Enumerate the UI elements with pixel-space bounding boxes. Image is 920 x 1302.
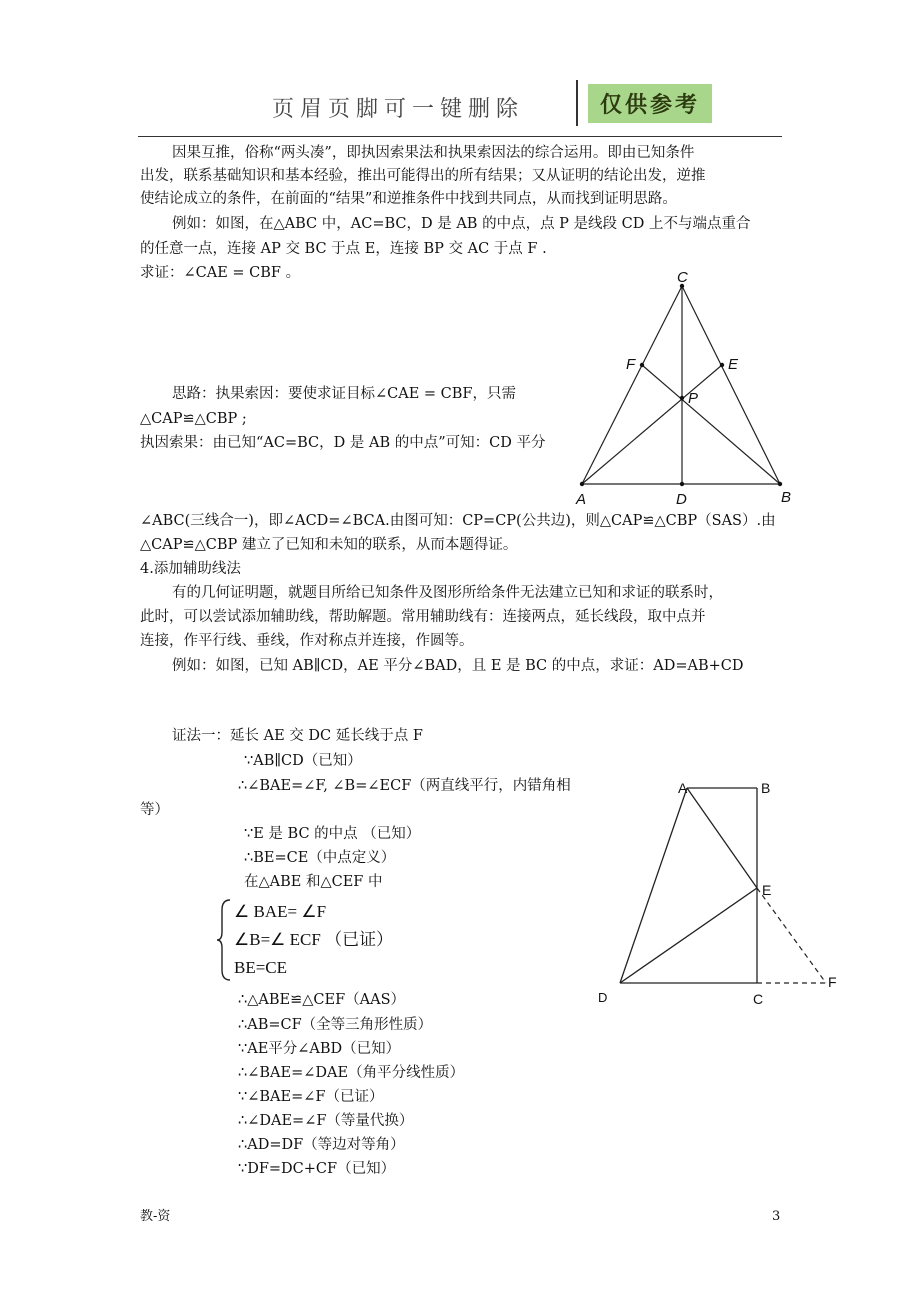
proof2-line-5: ∵∠BAE=∠F（已证） xyxy=(238,1089,384,1105)
fig2-label-a: A xyxy=(678,780,688,796)
header-rule xyxy=(138,136,782,137)
fig1-label-p: P xyxy=(688,390,699,407)
fig2-label-c: C xyxy=(753,991,764,1007)
proof2-line-7: ∴AD=DF（等边对等角） xyxy=(238,1137,405,1153)
idea-line-5: △CAP≌△CBP 建立了已知和未知的联系，从而本题得证。 xyxy=(140,537,518,553)
proof-line-6: ∴BE=CE（中点定义） xyxy=(244,850,396,866)
system-line-2: ∠B=∠ ECF （已证） xyxy=(234,930,394,949)
proof-line-5: ∵E 是 BC 的中点 （已知） xyxy=(244,826,421,842)
fig1-side-bc xyxy=(682,286,780,484)
proof-line-3: ∴∠BAE=∠F, ∠B=∠ECF（两直线平行，内错角相 xyxy=(238,778,571,794)
proof2-line-2: ∴AB=CF（全等三角形性质） xyxy=(238,1017,433,1033)
fig1-label-f: F xyxy=(626,356,636,373)
proof2-line-1: ∴△ABE≌△CEF（AAS） xyxy=(238,992,406,1008)
proof-line-7: 在△ABE 和△CEF 中 xyxy=(244,874,383,890)
fig1-label-c: C xyxy=(677,269,688,286)
example-1-line-3: 求证：∠CAE = CBF 。 xyxy=(140,265,301,281)
proof2-line-4: ∴∠BAE=∠DAE（角平分线性质） xyxy=(238,1065,465,1081)
fig1-label-a: A xyxy=(576,491,587,508)
footer-left: 教-资 xyxy=(140,1209,171,1224)
example-2: 例如：如图，已知 AB∥CD，AE 平分∠BAD，且 E 是 BC 的中点，求证：AD=AB+CD xyxy=(172,658,744,674)
fig2-label-f: F xyxy=(828,974,837,990)
figure-triangle-abc xyxy=(570,266,800,511)
fig1-side-ac xyxy=(582,286,682,484)
header-badge: 仅供参考 xyxy=(588,84,712,123)
para-1-line-2: 出发，联系基础知识和基本经验，推出可能得出的所有结果；又从证明的结论出发，逆推 xyxy=(140,168,706,184)
para-1-line-1: 因果互推，俗称“两头凑”，即执因索果法和执果索因法的综合运用。即由已知条件 xyxy=(172,145,695,161)
page-number: 3 xyxy=(772,1209,781,1224)
idea-line-4: ∠ABC(三线合一)，即∠ACD=∠BCA.由图可知：CP=CP(公共边)，则△CAP≌△CBP（SAS）.由 xyxy=(140,513,776,529)
proof-line-2: ∵AB∥CD（已知） xyxy=(244,753,362,769)
proof-line-1: 证法一：延长 AE 交 DC 延长线于点 F xyxy=(172,728,423,744)
proof2-line-3: ∵AE平分∠ABD（已知） xyxy=(238,1041,401,1057)
system-line-1: ∠ BAE= ∠F xyxy=(234,902,327,921)
fig1-label-e: E xyxy=(728,356,739,373)
header-title: 页眉页脚可一键删除 xyxy=(272,97,525,122)
fig2-label-e: E xyxy=(762,882,772,898)
example-1-line-1: 例如：如图，在△ABC 中，AC=BC，D 是 AB 的中点，点 P 是线段 CD 上不与端点重合 xyxy=(172,216,751,232)
fig2-segment-ae xyxy=(687,788,757,888)
fig2-segment-de xyxy=(620,888,757,983)
idea-line-1: 思路：执果索因：要使求证目标∠CAE = CBF，只需 xyxy=(172,386,516,402)
header-divider xyxy=(576,80,578,126)
fig2-label-d: D xyxy=(598,990,608,1005)
fig2-label-b: B xyxy=(761,780,771,796)
proof2-line-6: ∴∠DAE=∠F（等量代换） xyxy=(238,1113,414,1129)
fig2-side-ad xyxy=(620,788,687,983)
para-4-line-3: 连接，作平行线、垂线，作对称点并连接，作圆等。 xyxy=(140,633,474,649)
fig1-label-b: B xyxy=(781,489,792,506)
fig1-label-d: D xyxy=(676,491,687,508)
system-line-3: BE=CE xyxy=(234,958,288,977)
example-1-line-2: 的任意一点，连接 AP 交 BC 于点 E，连接 BP 交 AC 于点 F . xyxy=(140,241,547,257)
fig1-segment-bf xyxy=(642,365,780,484)
idea-line-3: 执因索果：由已知“AC=BC，D 是 AB 的中点”可知：CD 平分 xyxy=(140,435,546,451)
figure-trapezoid-abcd xyxy=(590,775,850,1015)
section-4-heading: 4.添加辅助线法 xyxy=(140,561,241,577)
para-4-line-1: 有的几何证明题，就题目所给已知条件及图形所给条件无法建立已知和求证的联系时， xyxy=(172,585,723,601)
idea-line-2: △CAP≌△CBP ; xyxy=(140,411,247,427)
fig2-segment-ef xyxy=(757,888,826,983)
proof-line-4: 等） xyxy=(140,802,169,818)
system-brace xyxy=(216,898,232,982)
proof2-line-8: ∵DF=DC+CF（已知） xyxy=(238,1161,396,1177)
para-4-line-2: 此时，可以尝试添加辅助线，帮助解题。常用辅助线有：连接两点，延长线段，取中点并 xyxy=(140,609,706,625)
para-1-line-3: 使结论成立的条件，在前面的“结果”和逆推条件中找到共同点，从而找到证明思路。 xyxy=(140,191,677,207)
fig1-segment-ae xyxy=(582,365,722,484)
